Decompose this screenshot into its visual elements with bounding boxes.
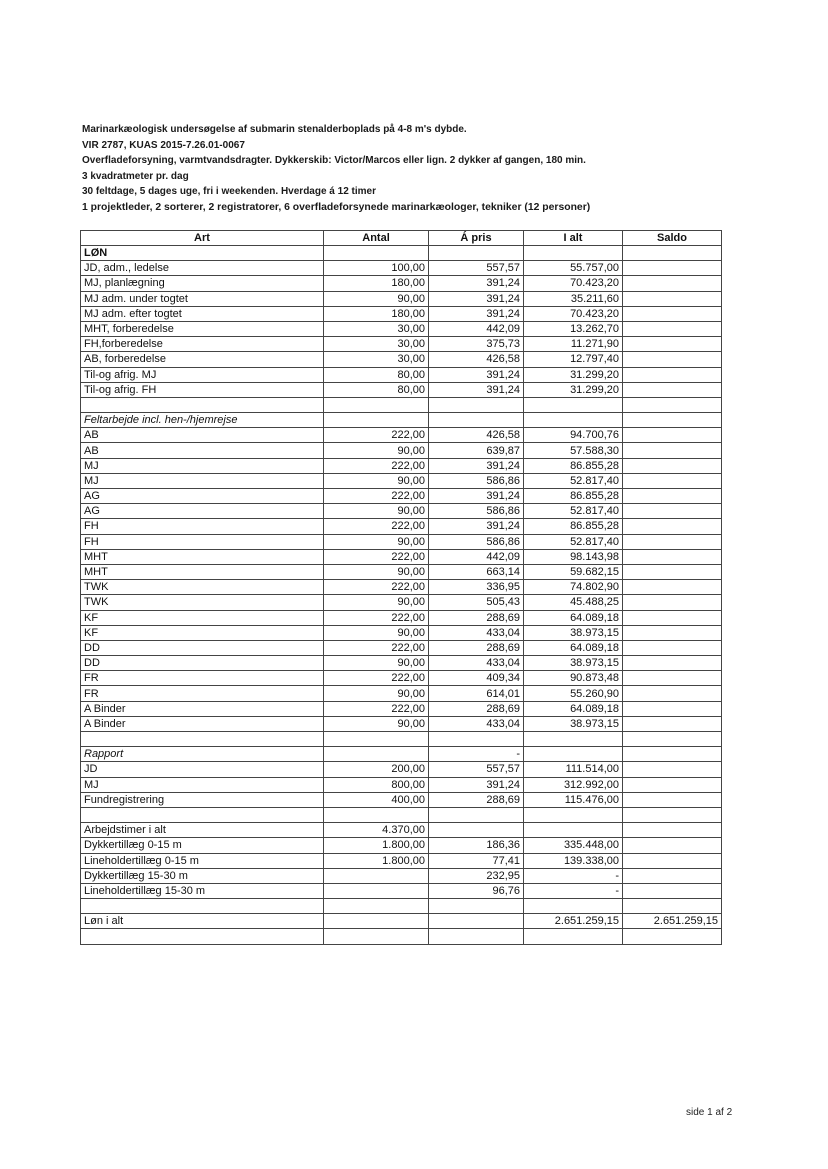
cell-a-pris: 391,24 xyxy=(429,291,524,306)
cell-saldo xyxy=(623,732,722,747)
cell-art: TWK xyxy=(81,580,324,595)
cell-a-pris: 391,24 xyxy=(429,519,524,534)
table-row xyxy=(81,853,722,868)
cell-antal: 222,00 xyxy=(324,549,429,564)
cell-i-alt: 38.973,15 xyxy=(524,716,623,731)
cell-i-alt: 86.855,28 xyxy=(524,458,623,473)
cell-saldo xyxy=(623,352,722,367)
cell-art: DD xyxy=(81,640,324,655)
cell-a-pris xyxy=(429,397,524,412)
cell-a-pris: 391,24 xyxy=(429,382,524,397)
cell-i-alt: 86.855,28 xyxy=(524,519,623,534)
table-row xyxy=(81,747,722,762)
table-row xyxy=(81,625,722,640)
table-row xyxy=(81,732,722,747)
cell-art: AB xyxy=(81,428,324,443)
table-row xyxy=(81,914,722,929)
cell-art: JD xyxy=(81,762,324,777)
cell-a-pris xyxy=(429,732,524,747)
cell-a-pris: 433,04 xyxy=(429,625,524,640)
cell-art xyxy=(81,899,324,914)
cell-saldo xyxy=(623,640,722,655)
table-header-row xyxy=(81,231,722,246)
cell-i-alt: 38.973,15 xyxy=(524,656,623,671)
header-line-reference: VIR 2787, KUAS 2015-7.26.01-0067 xyxy=(82,139,245,151)
cell-antal: 1.800,00 xyxy=(324,838,429,853)
table-row xyxy=(81,413,722,428)
cell-saldo xyxy=(623,610,722,625)
cell-saldo xyxy=(623,762,722,777)
cell-a-pris: 433,04 xyxy=(429,716,524,731)
cell-saldo xyxy=(623,671,722,686)
cell-art: Til-og afrig. FH xyxy=(81,382,324,397)
cell-art: AG xyxy=(81,489,324,504)
cell-art xyxy=(81,807,324,822)
cell-antal xyxy=(324,807,429,822)
cell-saldo xyxy=(623,807,722,822)
cell-antal: 222,00 xyxy=(324,458,429,473)
table-row xyxy=(81,549,722,564)
cell-art xyxy=(81,397,324,412)
cell-i-alt xyxy=(524,397,623,412)
cell-a-pris: 557,57 xyxy=(429,762,524,777)
cell-antal: 222,00 xyxy=(324,671,429,686)
header-line-title: Marinarkæologisk undersøgelse af submarin stenalderboplads på 4-8 m's dybde. xyxy=(82,124,467,135)
cell-art: AG xyxy=(81,504,324,519)
table-row xyxy=(81,686,722,701)
table-row xyxy=(81,640,722,655)
cell-a-pris: 614,01 xyxy=(429,686,524,701)
cell-i-alt: 31.299,20 xyxy=(524,382,623,397)
cell-a-pris xyxy=(429,899,524,914)
cell-i-alt: 90.873,48 xyxy=(524,671,623,686)
cell-art: Lineholdertillæg 0-15 m xyxy=(81,853,324,868)
cell-i-alt: 312.992,00 xyxy=(524,777,623,792)
cell-antal xyxy=(324,413,429,428)
cell-antal xyxy=(324,929,429,944)
cell-a-pris: 288,69 xyxy=(429,792,524,807)
cell-antal: 90,00 xyxy=(324,716,429,731)
cell-i-alt: 13.262,70 xyxy=(524,321,623,336)
cell-i-alt: 38.973,15 xyxy=(524,625,623,640)
cell-antal: 100,00 xyxy=(324,261,429,276)
cell-i-alt xyxy=(524,823,623,838)
cell-i-alt: 94.700,76 xyxy=(524,428,623,443)
cell-art: MJ xyxy=(81,458,324,473)
cell-saldo xyxy=(623,534,722,549)
cell-art: MHT, forberedelse xyxy=(81,321,324,336)
cell-antal: 90,00 xyxy=(324,534,429,549)
cell-art: MJ xyxy=(81,777,324,792)
cell-art: JD, adm., ledelse xyxy=(81,261,324,276)
cell-a-pris xyxy=(429,929,524,944)
cell-art: KF xyxy=(81,610,324,625)
cell-art: Rapport xyxy=(81,747,324,762)
cell-antal: 400,00 xyxy=(324,792,429,807)
table-row xyxy=(81,261,722,276)
cell-art: MJ, planlægning xyxy=(81,276,324,291)
cell-art xyxy=(81,929,324,944)
cell-i-alt: 111.514,00 xyxy=(524,762,623,777)
header-line-staff: 1 projektleder, 2 sorterer, 2 registratorer, 6 overfladeforsynede marinarkæologer, tekniker (12 personer) xyxy=(82,201,591,213)
cell-i-alt: 57.588,30 xyxy=(524,443,623,458)
cell-i-alt: 52.817,40 xyxy=(524,504,623,519)
cell-a-pris: 288,69 xyxy=(429,701,524,716)
cell-art: FH xyxy=(81,534,324,549)
table-row xyxy=(81,428,722,443)
table-row xyxy=(81,564,722,579)
cell-antal: 80,00 xyxy=(324,367,429,382)
cell-art: A Binder xyxy=(81,701,324,716)
table-row xyxy=(81,489,722,504)
cell-saldo xyxy=(623,367,722,382)
cell-a-pris: 426,58 xyxy=(429,428,524,443)
cell-i-alt: 335.448,00 xyxy=(524,838,623,853)
cell-saldo xyxy=(623,883,722,898)
cell-art: MJ xyxy=(81,473,324,488)
cell-antal: 80,00 xyxy=(324,382,429,397)
cell-i-alt: 74.802,90 xyxy=(524,580,623,595)
cell-art: Til-og afrig. MJ xyxy=(81,367,324,382)
cell-art xyxy=(81,732,324,747)
cell-i-alt: 64.089,18 xyxy=(524,701,623,716)
cell-saldo xyxy=(623,337,722,352)
cell-a-pris: 288,69 xyxy=(429,610,524,625)
cell-saldo xyxy=(623,261,722,276)
cell-saldo xyxy=(623,625,722,640)
column-header-a-pris: Á pris xyxy=(429,231,524,246)
cell-saldo xyxy=(623,489,722,504)
cell-antal: 90,00 xyxy=(324,625,429,640)
cell-a-pris: 663,14 xyxy=(429,564,524,579)
cell-i-alt: 52.817,40 xyxy=(524,473,623,488)
header-line-area: 3 kvadratmeter pr. dag xyxy=(82,170,189,182)
cell-i-alt: 35.211,60 xyxy=(524,291,623,306)
table-row xyxy=(81,458,722,473)
cell-saldo xyxy=(623,428,722,443)
cell-a-pris: 442,09 xyxy=(429,321,524,336)
cell-antal: 222,00 xyxy=(324,610,429,625)
table-row xyxy=(81,656,722,671)
cell-i-alt: 11.271,90 xyxy=(524,337,623,352)
cell-i-alt xyxy=(524,899,623,914)
document-header xyxy=(82,122,762,216)
cell-saldo xyxy=(623,899,722,914)
column-header-saldo: Saldo xyxy=(623,231,722,246)
cell-i-alt xyxy=(524,732,623,747)
table-row xyxy=(81,306,722,321)
cell-saldo xyxy=(623,580,722,595)
cell-antal xyxy=(324,747,429,762)
header-line-schedule: 30 feltdage, 5 dages uge, fri i weekenden. Hverdage á 12 timer xyxy=(82,186,377,198)
table-row xyxy=(81,291,722,306)
cell-antal: 30,00 xyxy=(324,352,429,367)
cell-antal xyxy=(324,899,429,914)
table-row xyxy=(81,473,722,488)
cell-art: FR xyxy=(81,671,324,686)
table-row xyxy=(81,397,722,412)
cell-art: FH,forberedelse xyxy=(81,337,324,352)
cell-art: Dykkertillæg 0-15 m xyxy=(81,838,324,853)
cell-antal xyxy=(324,883,429,898)
cell-antal xyxy=(324,914,429,929)
cell-antal: 222,00 xyxy=(324,580,429,595)
table-row xyxy=(81,534,722,549)
cell-saldo xyxy=(623,473,722,488)
cell-a-pris: 426,58 xyxy=(429,352,524,367)
cell-saldo xyxy=(623,291,722,306)
cell-art: AB xyxy=(81,443,324,458)
cell-saldo xyxy=(623,321,722,336)
cell-art: LØN xyxy=(81,246,324,261)
cell-saldo xyxy=(623,701,722,716)
table-row xyxy=(81,504,722,519)
cell-i-alt xyxy=(524,807,623,822)
cell-saldo xyxy=(623,413,722,428)
cell-i-alt xyxy=(524,929,623,944)
cell-i-alt: 55.757,00 xyxy=(524,261,623,276)
cell-antal: 90,00 xyxy=(324,291,429,306)
table-row xyxy=(81,701,722,716)
cell-i-alt: 139.338,00 xyxy=(524,853,623,868)
cell-i-alt xyxy=(524,747,623,762)
cell-art: FR xyxy=(81,686,324,701)
cell-a-pris: 557,57 xyxy=(429,261,524,276)
cell-saldo xyxy=(623,519,722,534)
cell-antal: 222,00 xyxy=(324,701,429,716)
cell-i-alt: 12.797,40 xyxy=(524,352,623,367)
cell-antal xyxy=(324,868,429,883)
cell-a-pris: 505,43 xyxy=(429,595,524,610)
cell-a-pris: 391,24 xyxy=(429,276,524,291)
table-row xyxy=(81,792,722,807)
cell-art: A Binder xyxy=(81,716,324,731)
cell-i-alt: 115.476,00 xyxy=(524,792,623,807)
cell-a-pris: 409,34 xyxy=(429,671,524,686)
cell-a-pris: 442,09 xyxy=(429,549,524,564)
cell-a-pris xyxy=(429,246,524,261)
cell-antal: 4.370,00 xyxy=(324,823,429,838)
cell-art: Dykkertillæg 15-30 m xyxy=(81,868,324,883)
cell-i-alt: 64.089,18 xyxy=(524,610,623,625)
cell-i-alt: 31.299,20 xyxy=(524,367,623,382)
cell-saldo xyxy=(623,564,722,579)
cell-saldo xyxy=(623,838,722,853)
cell-a-pris xyxy=(429,413,524,428)
cell-i-alt: 2.651.259,15 xyxy=(524,914,623,929)
cell-antal: 90,00 xyxy=(324,686,429,701)
cell-i-alt: 86.855,28 xyxy=(524,489,623,504)
table-row xyxy=(81,367,722,382)
table-body xyxy=(81,246,722,945)
cell-art: AB, forberedelse xyxy=(81,352,324,367)
cell-antal: 800,00 xyxy=(324,777,429,792)
cell-i-alt: 64.089,18 xyxy=(524,640,623,655)
cell-saldo xyxy=(623,276,722,291)
cell-antal: 30,00 xyxy=(324,321,429,336)
cell-antal: 1.800,00 xyxy=(324,853,429,868)
table-row xyxy=(81,352,722,367)
table-row xyxy=(81,838,722,853)
cell-art: MJ adm. efter togtet xyxy=(81,306,324,321)
cell-antal: 30,00 xyxy=(324,337,429,352)
cell-a-pris: 391,24 xyxy=(429,489,524,504)
cell-a-pris: 375,73 xyxy=(429,337,524,352)
cell-art: MJ adm. under togtet xyxy=(81,291,324,306)
table-row xyxy=(81,716,722,731)
cell-art: FH xyxy=(81,519,324,534)
cell-a-pris: 391,24 xyxy=(429,777,524,792)
cell-i-alt: - xyxy=(524,868,623,883)
cell-a-pris: 391,24 xyxy=(429,458,524,473)
cell-saldo xyxy=(623,306,722,321)
cell-a-pris: 391,24 xyxy=(429,367,524,382)
cell-i-alt: 98.143,98 xyxy=(524,549,623,564)
cell-antal: 90,00 xyxy=(324,473,429,488)
cell-a-pris: 391,24 xyxy=(429,306,524,321)
cell-antal xyxy=(324,246,429,261)
cell-antal: 90,00 xyxy=(324,504,429,519)
cell-art: KF xyxy=(81,625,324,640)
cell-saldo xyxy=(623,868,722,883)
cell-a-pris: 288,69 xyxy=(429,640,524,655)
cell-saldo xyxy=(623,246,722,261)
cell-saldo xyxy=(623,929,722,944)
cell-art: Fundregistrering xyxy=(81,792,324,807)
cell-a-pris: 96,76 xyxy=(429,883,524,898)
table-row xyxy=(81,883,722,898)
cell-i-alt: 70.423,20 xyxy=(524,306,623,321)
cell-a-pris xyxy=(429,823,524,838)
cell-a-pris: 639,87 xyxy=(429,443,524,458)
cell-a-pris: 433,04 xyxy=(429,656,524,671)
table-row xyxy=(81,382,722,397)
cell-i-alt: 45.488,25 xyxy=(524,595,623,610)
table-row xyxy=(81,762,722,777)
cell-antal: 90,00 xyxy=(324,443,429,458)
cell-i-alt: 59.682,15 xyxy=(524,564,623,579)
cell-art: MHT xyxy=(81,564,324,579)
cell-art: Arbejdstimer i alt xyxy=(81,823,324,838)
cell-saldo xyxy=(623,458,722,473)
cell-antal: 180,00 xyxy=(324,306,429,321)
cell-a-pris: - xyxy=(429,747,524,762)
cell-saldo xyxy=(623,595,722,610)
table-row xyxy=(81,868,722,883)
table-row xyxy=(81,777,722,792)
cell-antal: 90,00 xyxy=(324,564,429,579)
cell-a-pris: 186,36 xyxy=(429,838,524,853)
cell-art: MHT xyxy=(81,549,324,564)
cell-i-alt: 70.423,20 xyxy=(524,276,623,291)
cell-i-alt: 52.817,40 xyxy=(524,534,623,549)
cell-antal xyxy=(324,732,429,747)
table-row xyxy=(81,276,722,291)
column-header-i-alt: I alt xyxy=(524,231,623,246)
cell-antal: 222,00 xyxy=(324,489,429,504)
cell-art: TWK xyxy=(81,595,324,610)
header-line-supply: Overfladeforsyning, varmtvandsdragter. Dykkerskib: Victor/Marcos eller lign. 2 dykker af gangen, 180 min. xyxy=(82,155,586,167)
table-row xyxy=(81,899,722,914)
cell-saldo xyxy=(623,549,722,564)
cell-i-alt: 55.260,90 xyxy=(524,686,623,701)
cell-saldo xyxy=(623,397,722,412)
table-row xyxy=(81,595,722,610)
cell-saldo xyxy=(623,382,722,397)
cell-antal: 200,00 xyxy=(324,762,429,777)
cell-antal: 222,00 xyxy=(324,640,429,655)
cell-saldo: 2.651.259,15 xyxy=(623,914,722,929)
cell-art: Løn i alt xyxy=(81,914,324,929)
column-header-antal: Antal xyxy=(324,231,429,246)
cell-saldo xyxy=(623,747,722,762)
cell-saldo xyxy=(623,443,722,458)
cell-art: Lineholdertillæg 15-30 m xyxy=(81,883,324,898)
cell-i-alt xyxy=(524,413,623,428)
cell-antal: 90,00 xyxy=(324,595,429,610)
cell-a-pris: 586,86 xyxy=(429,504,524,519)
table-row xyxy=(81,823,722,838)
cell-art: DD xyxy=(81,656,324,671)
cell-saldo xyxy=(623,823,722,838)
table-row xyxy=(81,610,722,625)
table-row xyxy=(81,519,722,534)
cell-saldo xyxy=(623,686,722,701)
budget-table xyxy=(80,230,722,945)
cell-a-pris: 586,86 xyxy=(429,534,524,549)
cell-antal: 90,00 xyxy=(324,656,429,671)
cell-a-pris: 586,86 xyxy=(429,473,524,488)
cell-antal: 180,00 xyxy=(324,276,429,291)
cell-saldo xyxy=(623,777,722,792)
cell-saldo xyxy=(623,792,722,807)
table-row xyxy=(81,321,722,336)
table-row xyxy=(81,671,722,686)
cell-i-alt xyxy=(524,246,623,261)
cell-i-alt: - xyxy=(524,883,623,898)
cell-a-pris: 336,95 xyxy=(429,580,524,595)
cell-antal: 222,00 xyxy=(324,428,429,443)
table-row xyxy=(81,580,722,595)
table-row xyxy=(81,246,722,261)
cell-saldo xyxy=(623,716,722,731)
table-row xyxy=(81,807,722,822)
cell-antal xyxy=(324,397,429,412)
table-row xyxy=(81,337,722,352)
table-row xyxy=(81,443,722,458)
column-header-art: Art xyxy=(81,231,324,246)
cell-a-pris xyxy=(429,807,524,822)
cell-saldo xyxy=(623,656,722,671)
cell-antal: 222,00 xyxy=(324,519,429,534)
cell-a-pris: 77,41 xyxy=(429,853,524,868)
cell-a-pris: 232,95 xyxy=(429,868,524,883)
cell-saldo xyxy=(623,853,722,868)
page-number: side 1 af 2 xyxy=(686,1107,733,1118)
cell-a-pris xyxy=(429,914,524,929)
table-row xyxy=(81,929,722,944)
cell-saldo xyxy=(623,504,722,519)
cell-art: Feltarbejde incl. hen-/hjemrejse xyxy=(81,413,324,428)
